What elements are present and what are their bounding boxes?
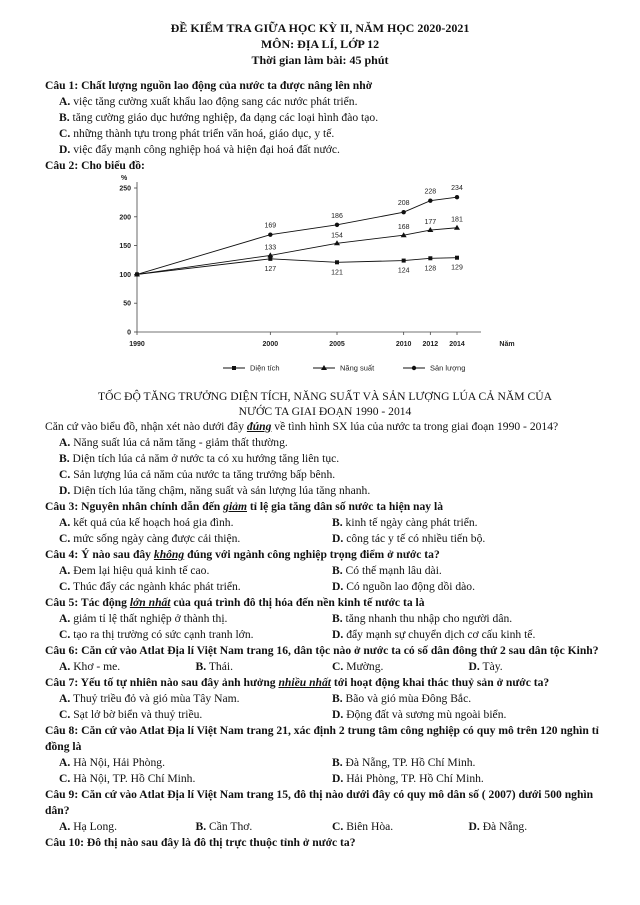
y-tick-label: 250	[119, 185, 131, 193]
x-tick-label: 2014	[449, 341, 465, 348]
q1-option-b[interactable]: B. tăng cường giáo dục hướng nghiệp, đa dạng các loại hình đào tạo.	[59, 111, 379, 124]
question-10-title: Câu 10: Đô thị nào sau đây là đô thị trực thuộc tỉnh ở nước ta?	[45, 836, 356, 849]
x-tick-label: 2012	[422, 341, 439, 348]
x-axis-label: Năm	[499, 341, 515, 348]
point-circle	[335, 223, 339, 227]
growth-chart	[45, 174, 605, 389]
q3-option-c[interactable]: C. mức sống ngày càng được cải thiện.	[59, 532, 241, 545]
y-tick-label: 150	[119, 243, 131, 251]
question-4-title: Câu 4: Ý nào sau đây không đúng với ngành công nghiệp trọng điểm ở nước ta?	[45, 548, 440, 561]
q5-option-b[interactable]: B. tăng nhanh thu nhập cho người dân.	[332, 612, 513, 625]
q7-option-d[interactable]: D. Động đất và sương mù ngoài biển.	[332, 708, 507, 721]
q1-option-d[interactable]: D. việc đẩy mạnh công nghiệp hoá và hiện đại hoá đất nước.	[59, 143, 340, 156]
q6-option-c[interactable]: C. Mường.	[332, 660, 384, 673]
legend-marker-square	[232, 366, 236, 370]
data-label: 154	[331, 232, 343, 240]
data-label: 234	[451, 185, 463, 193]
question-9-title: Câu 9: Căn cứ vào Atlat Địa lí Việt Nam trang 15, đô thị nào dưới đây có quy mô dân số ( 2007) dưới 500 nghìn dân?	[45, 788, 594, 817]
data-label: 124	[397, 267, 410, 275]
q8-option-d[interactable]: D. Hải Phòng, TP. Hồ Chí Minh.	[332, 772, 484, 785]
legend-marker-triangle	[321, 365, 327, 370]
data-label: 186	[331, 212, 343, 220]
data-label: 169	[264, 222, 277, 230]
q9-option-d[interactable]: D. Đà Nẵng.	[468, 820, 528, 833]
exam-duration: Thời gian làm bài: 45 phút	[251, 53, 389, 67]
exam-subject: MÔN: ĐỊA LÍ, LỚP 12	[260, 37, 380, 51]
q6-option-a[interactable]: A. Khơ - me.	[59, 660, 121, 673]
q2-option-d[interactable]: D. Diện tích lúa tăng chậm, năng suất và sản lượng lúa tăng nhanh.	[59, 484, 371, 497]
q8-option-c[interactable]: C. Hà Nội, TP. Hồ Chí Minh.	[59, 772, 196, 785]
point-circle	[268, 232, 272, 236]
data-label: 121	[331, 269, 343, 277]
point-square	[402, 259, 406, 263]
legend-label: Năng suất	[340, 363, 375, 373]
data-label: 177	[424, 219, 437, 227]
y-tick-label: 50	[123, 300, 131, 308]
q6-option-d[interactable]: D. Tày.	[468, 660, 503, 673]
exam-header	[0, 0, 640, 68]
series-line-circle	[137, 197, 457, 277]
q3-option-d[interactable]: D. công tác y tế có nhiều tiến bộ.	[332, 532, 486, 545]
q1-option-a[interactable]: A. việc tăng cường xuất khẩu lao động sang các nước phát triển.	[59, 95, 358, 108]
y-axis-label: %	[121, 175, 128, 182]
data-label: 128	[424, 265, 437, 273]
data-label: 127	[264, 265, 277, 273]
x-tick-label: 2000	[262, 341, 279, 348]
point-circle	[401, 210, 405, 214]
question-2-title: Câu 2: Cho biểu đồ:	[45, 159, 145, 172]
q5-option-a[interactable]: A. giảm tỉ lệ thất nghiệp ở thành thị.	[59, 612, 228, 625]
q3-option-b[interactable]: B. kinh tế ngày càng phát triển.	[332, 516, 478, 529]
y-tick-label: 200	[119, 214, 131, 222]
growth-chart-svg	[45, 174, 605, 389]
point-square	[335, 260, 339, 264]
q9-option-a[interactable]: A. Hạ Long.	[59, 820, 117, 833]
q4-option-c[interactable]: C. Thúc đẩy các ngành khác phát triển.	[59, 580, 241, 593]
q1-option-c[interactable]: C. những thành tựu trong phát triển văn hoá, giáo dục, y tế.	[59, 127, 335, 140]
chart-caption-line-1: TỐC ĐỘ TĂNG TRƯỞNG DIỆN TÍCH, NĂNG SUẤT VÀ SẢN LƯỢNG LÚA CẢ NĂM CỦA	[98, 390, 552, 403]
data-label: 208	[397, 200, 410, 208]
chart-caption-line-2: NƯỚC TA GIAI ĐOẠN 1990 - 2014	[238, 405, 412, 418]
legend-label: Sản lượng	[430, 363, 466, 373]
point-triangle	[454, 225, 460, 230]
point-circle	[455, 195, 459, 199]
point-circle	[135, 272, 139, 276]
exam-title: ĐỀ KIỂM TRA GIỮA HỌC KỲ II, NĂM HỌC 2020-2021	[170, 21, 470, 35]
point-square	[455, 256, 459, 260]
q2-option-c[interactable]: C. Sản lượng lúa cả năm của nước ta tăng trưởng bấp bênh.	[59, 468, 336, 481]
data-label: 168	[397, 224, 410, 232]
y-tick-label: 0	[127, 329, 131, 337]
data-label: 181	[451, 216, 463, 224]
legend-marker-circle	[412, 366, 416, 370]
question-7-title: Câu 7: Yếu tố tự nhiên nào sau đây ảnh hưởng nhiều nhất tới hoạt động khai thác thuỷ sản ở nước ta?	[45, 676, 550, 689]
data-label: 129	[451, 264, 463, 272]
q8-option-b[interactable]: B. Đà Nẵng, TP. Hồ Chí Minh.	[332, 756, 476, 769]
q4-option-b[interactable]: B. Có thế mạnh lâu dài.	[332, 564, 442, 577]
question-5-title: Câu 5: Tác động lớn nhất của quá trình đô thị hóa đến nền kinh tế nước ta là	[45, 596, 425, 609]
point-circle	[428, 198, 432, 202]
q4-option-d[interactable]: D. Có nguồn lao động dồi dào.	[332, 580, 475, 593]
exam-content	[45, 78, 605, 851]
question-6-title: Câu 6: Căn cứ vào Atlat Địa lí Việt Nam trang 16, dân tộc nào ở nước ta có số dân đông thứ 2 sau dân tộc Kinh?	[45, 644, 599, 657]
point-square	[428, 256, 432, 260]
data-label: 228	[424, 188, 437, 196]
q9-option-b[interactable]: B. Cần Thơ.	[195, 820, 253, 833]
q7-option-b[interactable]: B. Bão và gió mùa Đông Bắc.	[332, 692, 472, 705]
q7-option-a[interactable]: A. Thuỷ triều đỏ và gió mùa Tây Nam.	[59, 692, 240, 705]
x-tick-label: 2005	[329, 341, 345, 348]
legend-label: Diện tích	[250, 363, 280, 373]
q2-option-b[interactable]: B. Diện tích lúa cả năm ở nước ta có xu hướng tăng liên tục.	[59, 452, 340, 465]
q9-option-c[interactable]: C. Biên Hòa.	[332, 820, 394, 833]
q5-option-d[interactable]: D. đẩy mạnh sự chuyển dịch cơ cấu kinh tế.	[332, 628, 536, 641]
point-square	[268, 257, 272, 261]
x-tick-label: 2010	[395, 341, 412, 348]
q7-option-c[interactable]: C. Sạt lở bờ biển và thuỷ triều.	[59, 708, 203, 721]
x-tick-label: 1990	[129, 341, 145, 348]
y-tick-label: 100	[119, 271, 131, 279]
q5-option-c[interactable]: C. tạo ra thị trường có sức cạnh tranh lớn.	[59, 628, 254, 641]
q2-option-a[interactable]: A. Năng suất lúa cả năm tăng - giảm thất thường.	[59, 436, 288, 449]
q6-option-b[interactable]: B. Thái.	[195, 660, 233, 673]
q4-option-a[interactable]: A. Đem lại hiệu quả kinh tế cao.	[59, 564, 210, 577]
question-8-title: Câu 8: Căn cứ vào Atlat Địa lí Việt Nam trang 21, xác định 2 trung tâm công nghiệp có quy mô trên 120 nghìn tỉ đồng là	[45, 724, 599, 753]
data-label: 133	[264, 244, 277, 252]
q3-option-a[interactable]: A. kết quả của kế hoạch hoá gia đình.	[59, 516, 234, 529]
chart-caption	[45, 389, 605, 419]
question-3-title: Câu 3: Nguyên nhân chính dẫn đến giảm tỉ lệ gia tăng dân số nước ta hiện nay là	[45, 500, 444, 513]
question-1-title: Câu 1: Chất lượng nguồn lao động của nước ta được nâng lên nhờ	[45, 79, 373, 92]
question-2-stem: Căn cứ vào biểu đồ, nhận xét nào dưới đây đúng về tình hình SX lúa của nước ta trong giai đoạn 1990 - 2014?	[45, 420, 559, 433]
q8-option-a[interactable]: A. Hà Nội, Hải Phòng.	[59, 756, 165, 769]
